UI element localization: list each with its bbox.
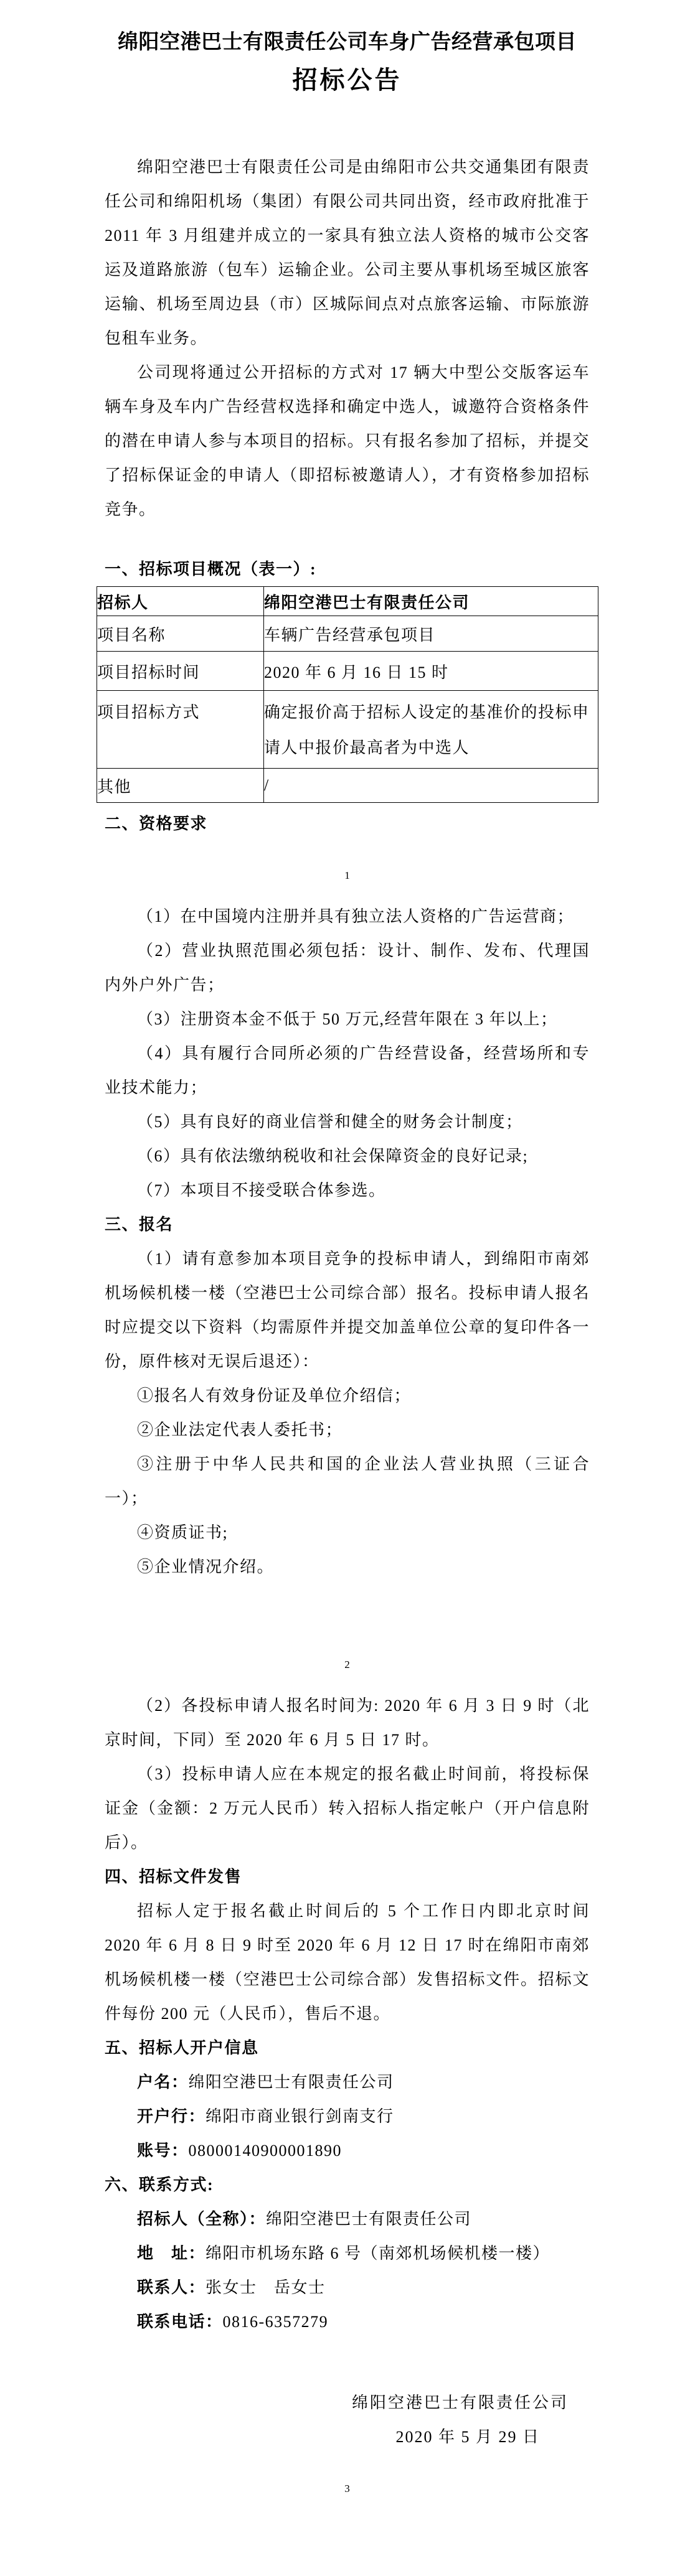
row-label-cell: 项目招标方式 — [97, 691, 264, 769]
contact-field — [105, 2202, 590, 2236]
row-label-cell: 招标人 — [97, 587, 264, 616]
doc-subtitle: 招标公告 — [292, 67, 402, 94]
contact-field — [105, 2305, 590, 2339]
table-row — [97, 587, 598, 616]
registration-paragraph: （3）投标申请人应在本规定的报名截止时间前，将投标保证金（金额：2 万元人民币）转入招标人指定帐户（开户信息附后）。 — [105, 1765, 590, 1852]
table-row — [97, 616, 598, 652]
contact-field-label: 联系电话： — [137, 2313, 223, 2331]
contact-field — [105, 2270, 590, 2305]
section-heading-contact: 六、联系方式: — [105, 2176, 214, 2194]
qualification-item: （1）在中国境内注册并具有独立法人资格的广告运营商； — [137, 907, 575, 925]
bank-field — [105, 2065, 590, 2099]
contact-field-label: 联系人： — [137, 2279, 206, 2297]
row-value-cell: 确定报价高于招标人设定的基准价的投标申请人中报价最高者为中选人 — [264, 691, 598, 769]
row-label-cell: 其他 — [97, 769, 264, 803]
required-doc-item: ④资质证书; — [137, 1524, 229, 1542]
required-doc-item: ③注册于中华人民共和国的企业法人营业执照（三证合一）； — [105, 1455, 590, 1507]
required-doc-item: ⑤企业情况介绍。 — [137, 1558, 275, 1576]
section-heading-registration: 三、报名 — [105, 1215, 174, 1234]
page-number: 3 — [344, 2483, 350, 2494]
contact-field — [105, 2236, 590, 2270]
registration-paragraph: （2）各投标申请人报名时间为: 2020 年 6 月 3 日 9 时（北京时间，下同）至 2020 年 6 月 5 日 17 时。 — [105, 1697, 590, 1749]
contact-field-value: 0816-6357279 — [222, 2313, 329, 2331]
contact-field-value: 张女士 岳女士 — [206, 2279, 326, 2297]
required-doc-item: ①报名人有效身份证及单位介绍信； — [137, 1387, 412, 1405]
intro-paragraph-2: 公司现将通过公开招标的方式对 17 辆大中型公交版客运车辆车身及车内广告经营权选择和确定中选人，诚邀符合资格条件的潜在申请人参与本项目的招标。只有报名参加了招标，并提交了招标保证金的申请人（即招标被邀请人），才有资格参加招标竞争。 — [105, 363, 590, 518]
contact-field-label: 招标人（全称）： — [137, 2210, 267, 2228]
bank-field-value: 绵阳市商业银行剑南支行 — [206, 2107, 394, 2125]
contact-field-value: 绵阳市机场东路 6 号（南郊机场候机楼一楼） — [206, 2244, 550, 2262]
page-number: 1 — [344, 869, 350, 881]
table-row — [97, 691, 598, 769]
signature-date: 2020 年 5 月 29 日 — [395, 2428, 540, 2446]
section-heading-qualifications: 二、资格要求 — [105, 815, 208, 833]
row-value-cell: 2020 年 6 月 16 日 15 时 — [264, 652, 598, 691]
section-heading-document-sale: 四、招标文件发售 — [105, 1868, 242, 1886]
table-row — [97, 769, 598, 803]
intro-paragraph-1: 绵阳空港巴士有限责任公司是由绵阳市公共交通集团有限责任公司和绵阳机场（集团）有限公司共同出资，经市政府批准于 2011 年 3 月组建并成立的一家具有独立法人资格的城市公交客运及道路旅游（包车）运输企业。公司主要从事机场至城区旅客运输、机场至周边县（市）区城际间点对点旅客运输、市际旅游包租车业务。 — [105, 158, 590, 347]
qualification-item: （6）具有依法缴纳税收和社会保障资金的良好记录; — [137, 1147, 529, 1165]
row-label-cell: 项目招标时间 — [97, 652, 264, 691]
qualification-item: （3）注册资本金不低于 50 万元,经营年限在 3 年以上； — [137, 1010, 558, 1028]
document-sale-paragraph: 招标人定于报名截止时间后的 5 个工作日内即北京时间 2020 年 6 月 8 日 9 时至 2020 年 6 月 12 日 17 时在绵阳市南郊机场候机楼一楼（空港巴士公司综合部）发售招标文件。招标文件每份 200 元（人民币），售后不退。 — [105, 1902, 590, 2023]
section-heading-bank-info: 五、招标人开户信息 — [105, 2039, 259, 2057]
qualification-item: （5）具有良好的商业信誉和健全的财务会计制度； — [137, 1113, 523, 1131]
qualification-item: （4）具有履行合同所必须的广告经营设备，经营场所和专业技术能力； — [105, 1044, 590, 1097]
doc-title: 绵阳空港巴士有限责任公司车身广告经营承包项目 — [118, 30, 577, 53]
contact-field-label: 地 址： — [137, 2244, 206, 2262]
registration-paragraph: （1）请有意参加本项目竞争的投标申请人，到绵阳市南郊机场候机楼一楼（空港巴士公司综合部）报名。投标申请人报名时应提交以下资料（均需原件并提交加盖单位公章的复印件各一份，原件核对无误后退还）： — [105, 1250, 590, 1370]
qualification-item: （2）营业执照范围必须包括：设计、制作、发布、代理国内外户外广告； — [105, 942, 590, 994]
bank-field-value: 08000140900001890 — [188, 2142, 342, 2160]
signature-company: 绵阳空港巴士有限责任公司 — [351, 2394, 569, 2412]
bank-field-label: 账号： — [137, 2142, 189, 2160]
contact-field-value: 绵阳空港巴士有限责任公司 — [266, 2210, 472, 2228]
required-doc-item: ②企业法定代表人委托书； — [137, 1421, 343, 1439]
page-number: 2 — [344, 1659, 350, 1670]
row-value-cell: 绵阳空港巴士有限责任公司 — [264, 587, 598, 616]
row-value-cell: 车辆广告经营承包项目 — [264, 616, 598, 652]
bank-field-value: 绵阳空港巴士有限责任公司 — [188, 2073, 394, 2091]
row-label-cell: 项目名称 — [97, 616, 264, 652]
table-row — [97, 652, 598, 691]
section-heading-project-overview: 一、招标项目概况（表一）: — [105, 560, 317, 578]
bank-field-label: 开户行： — [137, 2107, 206, 2125]
project-overview-table — [97, 586, 598, 803]
bank-field-label: 户名： — [137, 2073, 189, 2091]
row-value-cell: / — [264, 769, 598, 803]
qualification-item: （7）本项目不接受联合体参选。 — [137, 1181, 386, 1199]
bank-field — [105, 2133, 590, 2168]
bank-field — [105, 2099, 590, 2133]
